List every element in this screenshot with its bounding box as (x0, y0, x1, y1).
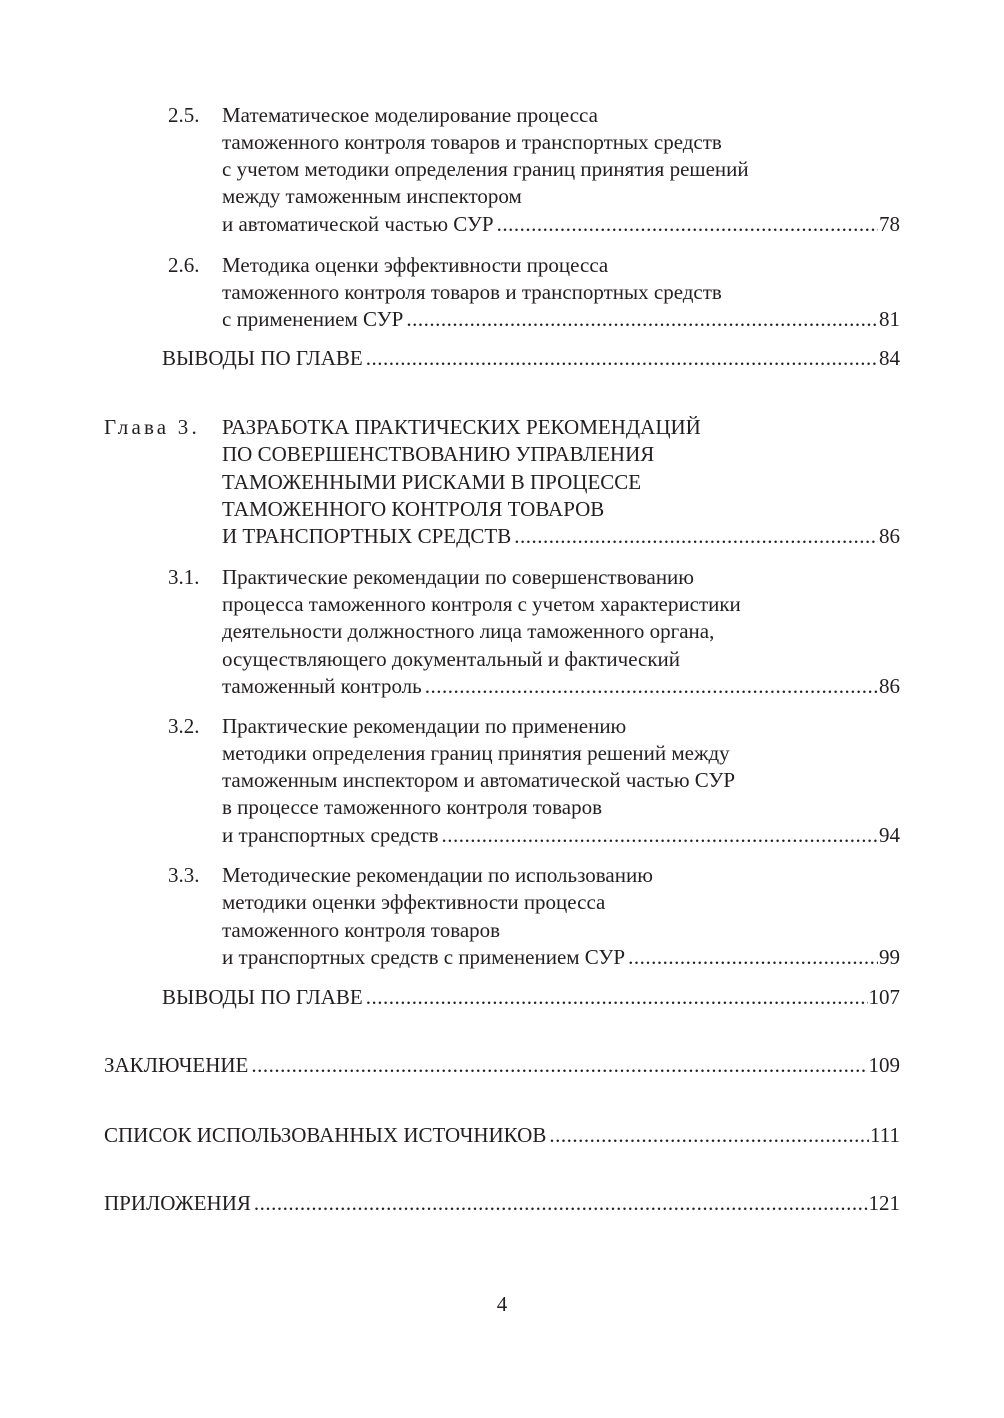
chapter-title-line: И ТРАНСПОРТНЫХ СРЕДСТВ (222, 524, 512, 548)
section-title-line: и транспортных средств (222, 823, 439, 847)
section-last-line (222, 821, 900, 849)
section-title-line: в процессе таможенного контроля товаров (222, 795, 603, 819)
entry-line (104, 1189, 900, 1217)
page-ref: 94 (879, 823, 900, 847)
section-title-line: осуществляющего документальный и фактический (222, 647, 681, 671)
entry-line (104, 1051, 900, 1079)
chapter-title-line: ТАМОЖЕННЫМИ РИСКАМИ В ПРОЦЕССЕ (222, 470, 642, 494)
section-last-line (222, 672, 900, 700)
section-title-line: таможенного контроля товаров и транспортных средств (222, 280, 722, 304)
section-last-line (222, 210, 900, 238)
entry-line (104, 1121, 900, 1149)
dot-leader (254, 1189, 868, 1217)
dot-leader (425, 672, 878, 700)
section-title-line: с применением СУР (222, 307, 404, 331)
entry-title: ПРИЛОЖЕНИЯ (104, 1191, 251, 1215)
dot-leader (497, 210, 878, 238)
dot-leader (366, 344, 878, 372)
section-title-line: Методика оценки эффективности процесса (222, 253, 609, 277)
dot-leader (406, 305, 878, 333)
section-title-line: между таможенным инспектором (222, 184, 522, 208)
entry-title: ВЫВОДЫ ПО ГЛАВЕ (162, 985, 363, 1009)
chapter-title-line: РАЗРАБОТКА ПРАКТИЧЕСКИХ РЕКОМЕНДАЦИЙ (222, 415, 701, 439)
section-last-line (222, 305, 900, 333)
section-number: 3.3. (168, 863, 200, 887)
section-title-line: таможенный контроль (222, 674, 422, 698)
section-title-line: деятельности должностного лица таможенного органа, (222, 619, 715, 643)
section-title-line: методики определения границ принятия решений между (222, 741, 730, 765)
section-number: 3.1. (168, 565, 200, 589)
section-title-line: Практические рекомендации по совершенствованию (222, 565, 694, 589)
page-ref: 81 (879, 307, 900, 331)
entry-line (162, 983, 900, 1011)
page-ref: 86 (879, 674, 900, 698)
section-number: 2.5. (168, 103, 200, 127)
page-ref: 121 (868, 1191, 900, 1215)
section-title-line: таможенного контроля товаров (222, 918, 501, 942)
section-title-line: процесса таможенного контроля с учетом характеристики (222, 592, 741, 616)
section-title-line: методики оценки эффективности процесса (222, 890, 606, 914)
entry-line (162, 344, 900, 372)
page-ref: 109 (868, 1053, 900, 1077)
dot-leader (251, 1051, 867, 1079)
dot-leader (514, 522, 878, 550)
section-title-line: с учетом методики определения границ принятия решений (222, 157, 749, 181)
section-title-line: Методические рекомендации по использованию (222, 863, 653, 887)
section-last-line (222, 943, 900, 971)
page-ref: 107 (868, 985, 900, 1009)
page-ref: 78 (879, 212, 900, 236)
chapter-last-line (222, 522, 900, 550)
page-ref: 86 (879, 524, 900, 548)
section-title-line: и транспортных средств с применением СУР (222, 945, 626, 969)
dot-leader (366, 983, 868, 1011)
entry-title: ЗАКЛЮЧЕНИЕ (104, 1053, 249, 1077)
chapter-title-line: ТАМОЖЕННОГО КОНТРОЛЯ ТОВАРОВ (222, 497, 605, 521)
dot-leader (442, 821, 878, 849)
page-ref: 111 (870, 1123, 900, 1147)
dot-leader (549, 1121, 869, 1149)
section-title-line: Практические рекомендации по применению (222, 714, 627, 738)
page-ref: 99 (879, 945, 900, 969)
dot-leader (628, 943, 878, 971)
chapter-title-line: ПО СОВЕРШЕНСТВОВАНИЮ УПРАВЛЕНИЯ (222, 442, 655, 466)
section-title-line: и автоматической частью СУР (222, 212, 494, 236)
section-number: 2.6. (168, 253, 200, 277)
page-number: 4 (496, 1292, 508, 1316)
section-title-line: таможенного контроля товаров и транспортных средств (222, 130, 722, 154)
entry-title: СПИСОК ИСПОЛЬЗОВАННЫХ ИСТОЧНИКОВ (104, 1123, 547, 1147)
page-ref: 84 (879, 346, 900, 370)
section-number: 3.2. (168, 714, 200, 738)
chapter-label: Глава 3. (104, 415, 200, 439)
entry-title: ВЫВОДЫ ПО ГЛАВЕ (162, 346, 363, 370)
section-title-line: таможенным инспектором и автоматической частью СУР (222, 768, 736, 792)
section-title-line: Математическое моделирование процесса (222, 103, 598, 127)
